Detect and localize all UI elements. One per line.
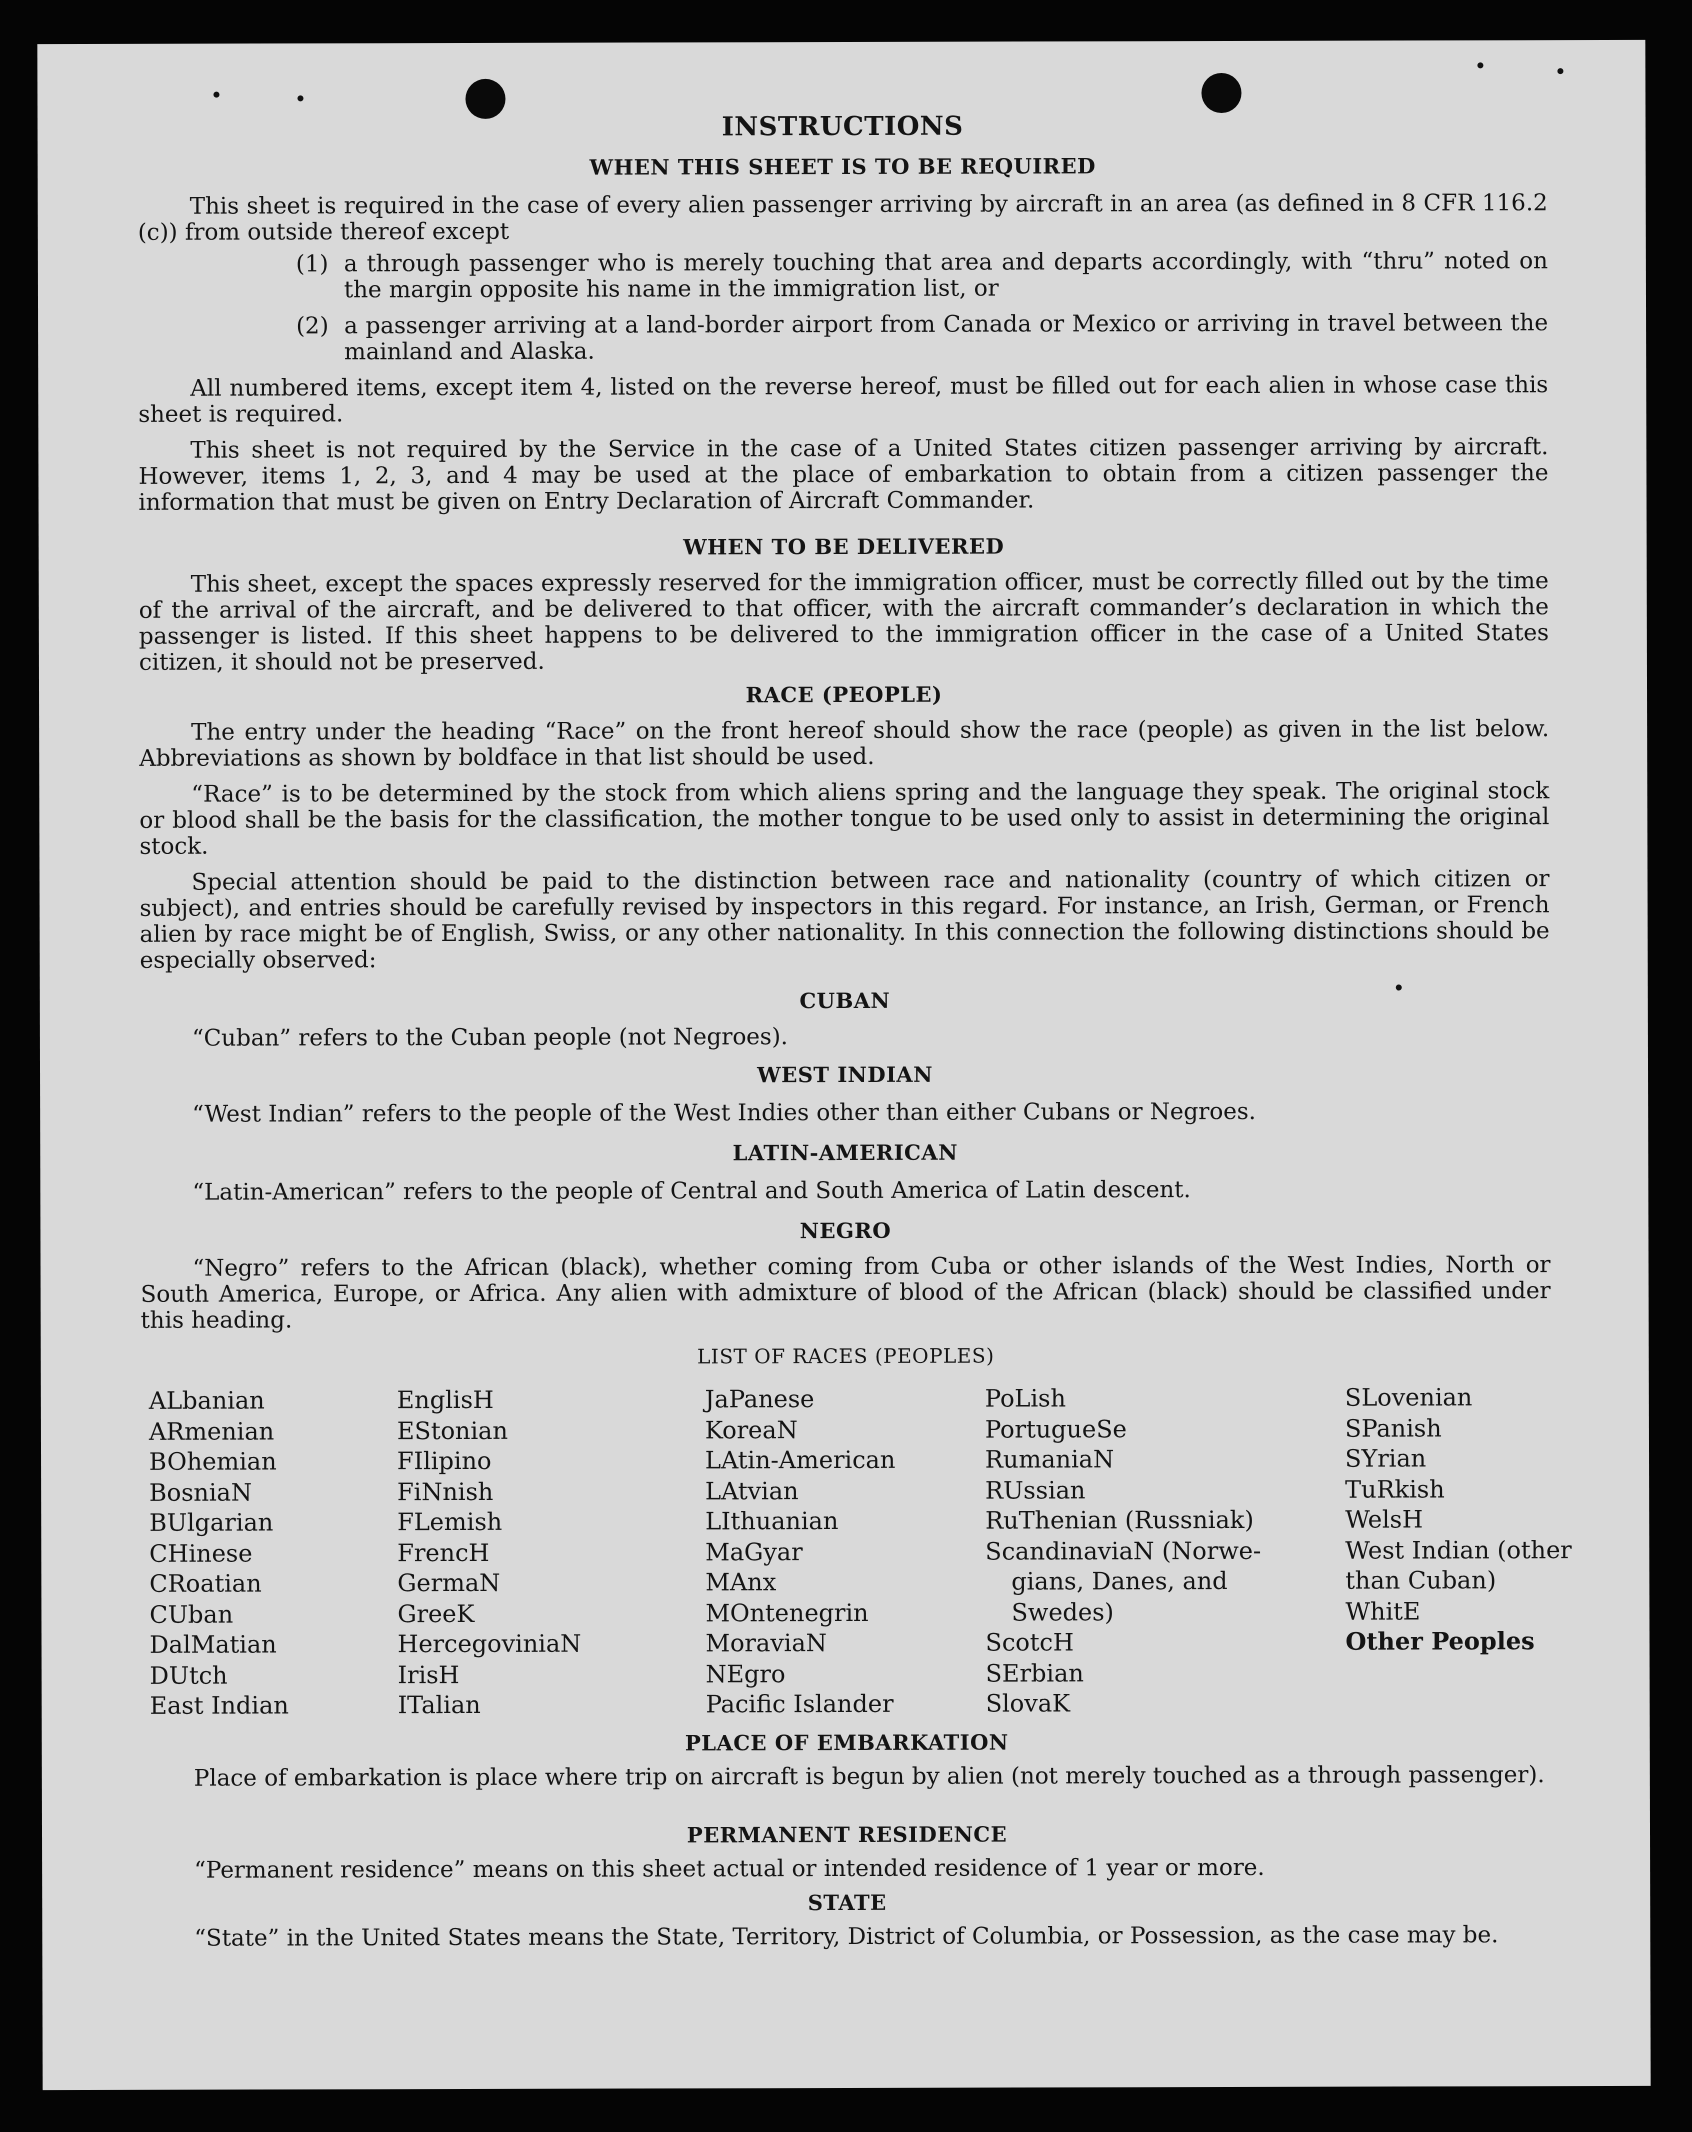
paragraph: Special attention should be paid to the distinction between race and nationality (country of which citizen or subject), and entries should be carefully revised by inspectors in this regard. For instance, an Irish, German, or French alien by race might be of English, Swiss, or any other nationality. In this connection the following distinctions should be especially observed: [139,866,1550,974]
punch-hole-right [1201,73,1241,113]
paragraph: This sheet is not required by the Service in the case of a United States citizen passenger arriving by aircraft. However, items 1, 2, 3, and 4 may be used at the place of embarkation to obtain from a citizen passenger the information that must be given on Entry Declaration of Aircraft Commander. [138,434,1549,516]
list-item: RUssian [985,1475,1086,1505]
heading-when-required: WHEN THIS SHEET IS TO BE REQUIRED [589,153,1096,180]
list-item: Pacific Islander [705,1689,894,1719]
list-item: SPanish [1344,1413,1442,1443]
list-item: SErbian [985,1658,1084,1688]
list-item: FLemish [397,1507,503,1537]
list-item: GreeK [397,1599,475,1628]
list-item: RumaniaN [984,1445,1115,1474]
list-item: gians, Danes, and [1011,1566,1228,1596]
list-item: SYrian [1344,1444,1427,1473]
list-item: MOntenegrin [705,1598,869,1627]
list-item: JaPanese [704,1385,815,1414]
list-item: East Indian [149,1691,289,1720]
list-item: FIlipino [396,1446,492,1476]
race-column-4 [985,1383,1262,1719]
list-item: ALbanian [148,1386,265,1415]
list-item: ITalian [397,1690,481,1720]
heading-cuban: CUBAN [799,987,891,1014]
list-item: EnglisH [396,1385,494,1415]
list-item: MoraviaN [705,1629,827,1658]
list-item: LIthuanian [705,1507,839,1536]
list-item: MAnx [705,1568,777,1597]
speck [213,92,219,98]
list-item: HercegoviniaN [397,1629,582,1659]
heading-permanent-residence: PERMANENT RESIDENCE [686,1821,1008,1848]
section-negro: “Negro” refers to the African (black), whether coming from Cuba or other islands of the West Indies, North or South America, Europe, or Africa. Any alien with admixture of blood of the African (black) should be classified under this heading. [140,1252,1551,1334]
paragraph-intro: This sheet is required in the case of every alien passenger arriving by aircraft in an area (as defined in 8 CFR 116.2 (c)) from outside thereof except [137,190,1548,246]
race-column-5 [1345,1382,1608,1657]
heading-race: RACE (PEOPLE) [745,681,943,708]
heading-list-of-races: LIST OF RACES (PEOPLES) [697,1343,995,1369]
section-state: “State” in the United States means the State, Territory, District of Columbia, or Possession, as the case may be. [194,1922,1499,1952]
list-item: TuRkish [1345,1474,1445,1504]
heading-place-of-embarkation: PLACE OF EMBARKATION [684,1729,1009,1756]
document-sheet [37,40,1650,2090]
list-item: CHinese [149,1539,253,1568]
list-item: ARmenian [148,1416,275,1446]
list-item: FiNnish [397,1477,494,1506]
list-item: RuThenian (Russniak) [985,1505,1254,1535]
list-item: EStonian [396,1416,508,1445]
list-item: DalMatian [149,1630,277,1659]
paragraph: All numbered items, except item 4, listed on the reverse hereof, must be filled out for each alien in whose case this sheet is required. [138,372,1549,428]
list-item: ScotcH [985,1628,1074,1657]
list-item: LAtvian [705,1476,799,1505]
list-item: WhitE [1345,1596,1421,1626]
list-item: BOhemian [148,1447,277,1476]
heading-latin-american: LATIN-AMERICAN [732,1139,958,1166]
list-item: IrisH [397,1660,460,1689]
list-item: LAtin-American [704,1445,896,1475]
list-item: PoLish [984,1384,1066,1413]
list-item: BUlgarian [149,1508,274,1537]
race-column-1 [149,1385,289,1721]
heading-state: STATE [807,1889,887,1916]
section-when-required [138,190,1549,516]
list-item: CUban [149,1600,234,1629]
speck [1557,68,1563,74]
list-item: ScandinaviaN (Norwe- [985,1536,1262,1566]
list-item: SlovaK [985,1689,1071,1718]
list-item: PortugueSe [984,1414,1127,1444]
page-title: INSTRUCTIONS [721,111,964,143]
list-item: NEgro [705,1659,786,1688]
paragraph: The entry under the heading “Race” on the front hereof should show the race (people) as given in the list below. Abbreviations as shown by boldface in that list should be used. [139,716,1550,772]
paragraph: “Race” is to be determined by the stock from which aliens spring and the language they speak. The original stock or blood shall be the basis for the classification, the mother tongue to be used only to assist in determining the original stock. [139,778,1550,860]
list-item: (2) a passenger arriving at a land-border airport from Canada or Mexico or arriving in travel between the mainland and Alaska. [296,310,1549,366]
speck [297,95,303,101]
list-item: KoreaN [704,1415,798,1444]
list-item: DUtch [149,1661,228,1690]
section-permanent-residence: “Permanent residence” means on this sheet actual or intended residence of 1 year or more. [194,1854,1265,1884]
list-item: GermaN [397,1568,501,1598]
list-item: Other Peoples [1345,1626,1535,1656]
race-column-3 [705,1384,896,1720]
list-item: SLovenian [1344,1383,1473,1412]
speck [1477,62,1483,68]
section-when-delivered [139,568,1549,676]
section-west-indian: “West Indian” refers to the people of the West Indies other than either Cubans or Negroes. [192,1098,1256,1128]
heading-negro: NEGRO [799,1217,892,1244]
race-column-2 [397,1385,582,1721]
list-item: BosniaN [149,1478,252,1507]
race-list [149,1382,1610,1726]
section-place-of-embarkation: Place of embarkation is place where trip on aircraft is begun by alien (not merely touched as a through passenger). [193,1762,1545,1792]
section-latin-american: “Latin-American” refers to the people of Central and South America of Latin descent. [192,1177,1191,1206]
heading-when-delivered: WHEN TO BE DELIVERED [683,533,1005,560]
list-item: CRoatian [149,1569,262,1598]
list-item: Swedes) [1011,1597,1114,1627]
list-item: West Indian (other than Cuban) [1345,1535,1572,1595]
paragraph: This sheet, except the spaces expressly reserved for the immigration officer, must be correctly filled out by the time of the arrival of the aircraft, and be delivered to that officer, with the aircraft commander’s declaration in which the passenger is listed. If this sheet happens to be delivered to the immigration officer in the case of a United States citizen, it should not be preserved. [138,568,1549,676]
list-item: (1) a through passenger who is merely touching that area and departs accordingly, with “thru” noted on the margin opposite his name in the immigration list, or [295,248,1548,304]
section-race [139,716,1550,974]
heading-west-indian: WEST INDIAN [757,1061,933,1088]
list-item: MaGyar [705,1537,803,1566]
list-item: WelsH [1345,1505,1424,1534]
list-item: FrencH [397,1538,490,1567]
section-cuban: “Cuban” refers to the Cuban people (not Negroes). [191,1024,789,1052]
